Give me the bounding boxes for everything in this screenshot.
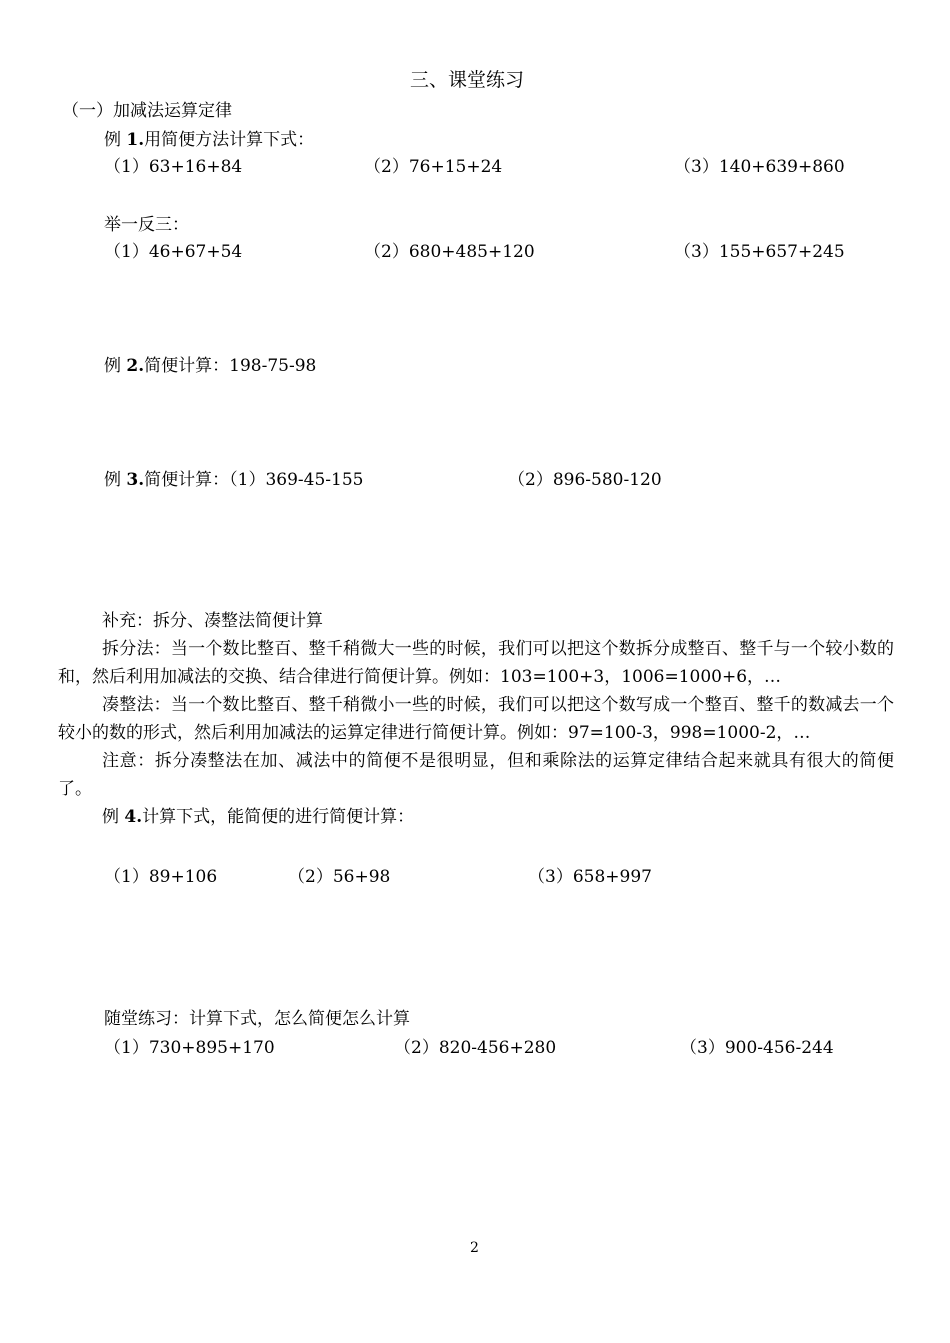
example-2-prefix: 例 bbox=[104, 356, 127, 376]
example-2 bbox=[104, 355, 316, 377]
section-heading: （一）加减法运算定律 bbox=[62, 101, 232, 121]
supplement-block bbox=[58, 607, 894, 831]
example-1-text: 用简便方法计算下式： bbox=[144, 130, 315, 150]
example-4-text: 计算下式，能简便的进行简便计算： bbox=[142, 807, 415, 827]
practice-1-item-3: （3）155+657+245 bbox=[674, 242, 845, 262]
example-1-item-2: （2）76+15+24 bbox=[364, 157, 503, 177]
example-1-number: 1. bbox=[126, 130, 145, 150]
example-1-prefix: 例 bbox=[104, 130, 127, 150]
example-3-prefix: 例 bbox=[104, 470, 127, 490]
practice-1-item-2: （2）680+485+120 bbox=[364, 242, 535, 262]
example-4-prefix: 例 bbox=[102, 807, 125, 827]
practice-2-item-2: （2）820-456+280 bbox=[394, 1038, 557, 1058]
example-1-item-3: （3）140+639+860 bbox=[674, 157, 845, 177]
example-4-heading bbox=[58, 803, 894, 831]
note-paragraph: 注意：拆分凑整法在加、减法中的简便不是很明显，但和乘除法的运算定律结合起来就具有很大的简便了。 bbox=[58, 751, 894, 799]
example-4-item-1: （1）89+106 bbox=[104, 867, 218, 887]
page-number: 2 bbox=[470, 1240, 479, 1256]
round-method-paragraph: 凑整法：当一个数比整百、整千稍微小一些的时候，我们可以把这个数写成一个整百、整千的数减去一个较小的数的形式，然后利用加减法的运算定律进行简便计算。例如：97=100-3，998=1000-2，… bbox=[58, 695, 894, 743]
example-4-number: 4. bbox=[124, 807, 143, 827]
practice-2-label: 随堂练习：计算下式，怎么简便怎么计算 bbox=[104, 1009, 410, 1029]
page-title: 三、课堂练习 bbox=[410, 69, 525, 91]
example-2-text: 简便计算：198-75-98 bbox=[144, 356, 317, 376]
example-1-item-1: （1）63+16+84 bbox=[104, 157, 243, 177]
split-method-paragraph: 拆分法：当一个数比整百、整千稍微大一些的时候，我们可以把这个数拆分成整百、整千与一个较小数的和，然后利用加减法的交换、结合律进行简便计算。例如：103=100+3，1006=1000+6，… bbox=[58, 639, 894, 687]
example-3-number: 3. bbox=[126, 470, 145, 490]
practice-1-item-1: （1）46+67+54 bbox=[104, 242, 243, 262]
example-3-item-2: （2）896-580-120 bbox=[508, 470, 662, 490]
example-4-item-3: （3）658+997 bbox=[528, 867, 652, 887]
example-2-number: 2. bbox=[126, 356, 145, 376]
practice-1-label: 举一反三： bbox=[104, 215, 189, 235]
practice-2-item-3: （3）900-456-244 bbox=[680, 1038, 834, 1058]
practice-2-item-1: （1）730+895+170 bbox=[104, 1038, 275, 1058]
supplement-heading: 补充：拆分、凑整法简便计算 bbox=[102, 611, 323, 631]
example-4-item-2: （2）56+98 bbox=[288, 867, 391, 887]
example-3-text: 简便计算：（1）369-45-155 bbox=[144, 470, 364, 490]
example-3 bbox=[104, 469, 364, 491]
example-1-heading bbox=[104, 129, 314, 151]
